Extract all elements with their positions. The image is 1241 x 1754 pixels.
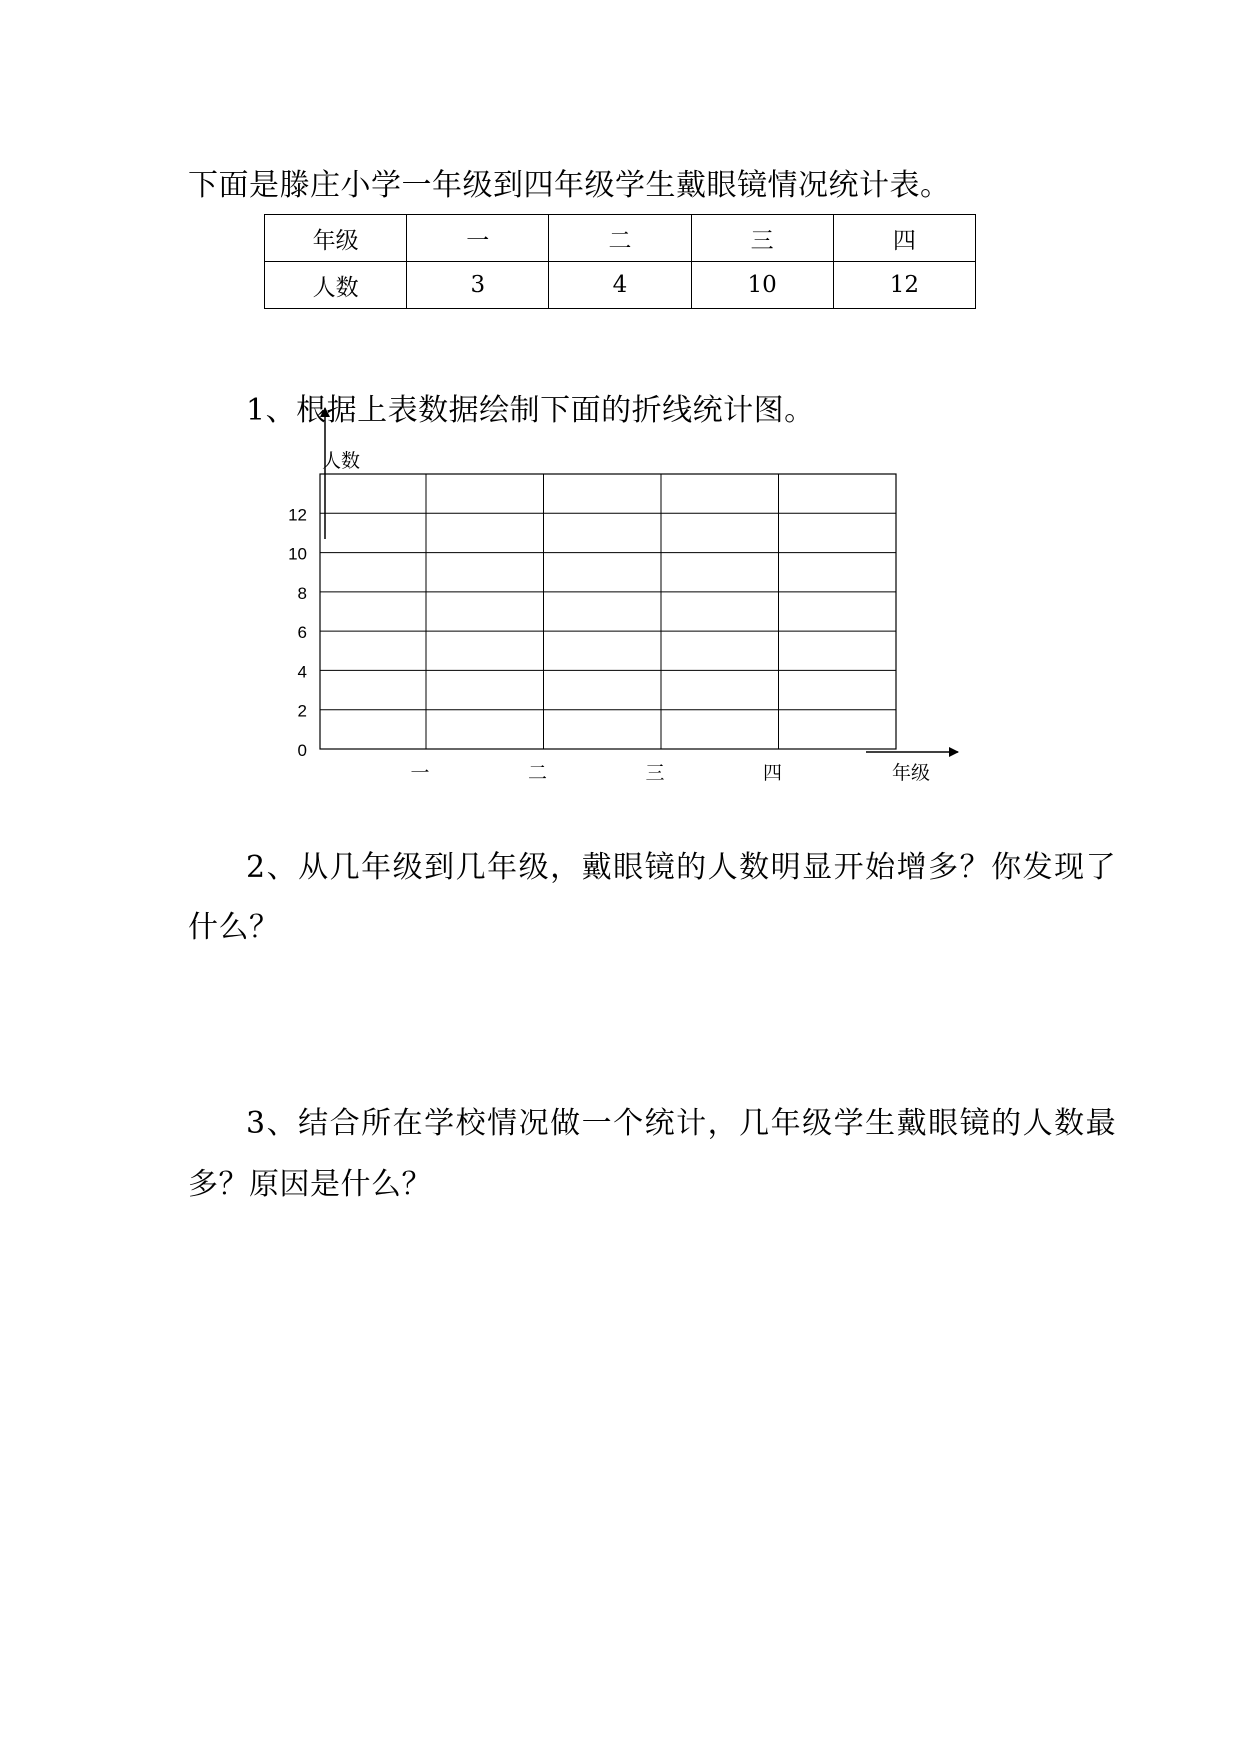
y-tick-label: 0 (297, 741, 307, 760)
table-cell: 四 (833, 215, 975, 262)
table-cell: 年级 (265, 215, 407, 262)
chart-grid (320, 474, 896, 749)
table-cell: 10 (691, 262, 833, 309)
table-cell: 三 (691, 215, 833, 262)
grid-border (320, 474, 896, 749)
table-cell: 4 (549, 262, 691, 309)
table-cell: 3 (407, 262, 549, 309)
question-2-line-2: 什么？ (188, 910, 280, 945)
question-3-line-2: 多？原因是什么？ (188, 1167, 432, 1202)
table-cell: 二 (549, 215, 691, 262)
y-tick-label: 2 (297, 701, 307, 721)
line-chart-grid (0, 0, 1241, 820)
x-tick-label: 三 (645, 763, 665, 784)
y-tick-label: 6 (297, 623, 307, 643)
question-3-line-1: 3、结合所在学校情况做一个统计，几年级学生戴眼镜的人数最 (246, 1106, 1118, 1141)
table-cell: 一 (407, 215, 549, 262)
y-tick-label: 10 (288, 544, 307, 564)
intro-text: 下面是滕庄小学一年级到四年级学生戴眼镜情况统计表。 (188, 168, 951, 203)
x-tick-label: 一 (410, 763, 430, 784)
table-cell: 人数 (265, 262, 407, 309)
y-tick-label: 8 (297, 583, 307, 603)
x-tick-label: 四 (762, 763, 783, 784)
y-tick-labels (288, 505, 307, 760)
y-tick-label: 4 (297, 662, 307, 682)
x-axis-label: 年级 (892, 763, 931, 784)
y-tick-label: 12 (288, 505, 307, 525)
question-1: 1、根据上表数据绘制下面的折线统计图。 (246, 393, 815, 428)
x-tick-labels (410, 763, 782, 784)
x-tick-label: 二 (527, 763, 548, 784)
y-axis-label: 人数 (322, 451, 361, 472)
question-2-line-1: 2、从几年级到几年级，戴眼镜的人数明显开始增多？你发现了 (246, 850, 1118, 885)
table-cell: 12 (833, 262, 975, 309)
